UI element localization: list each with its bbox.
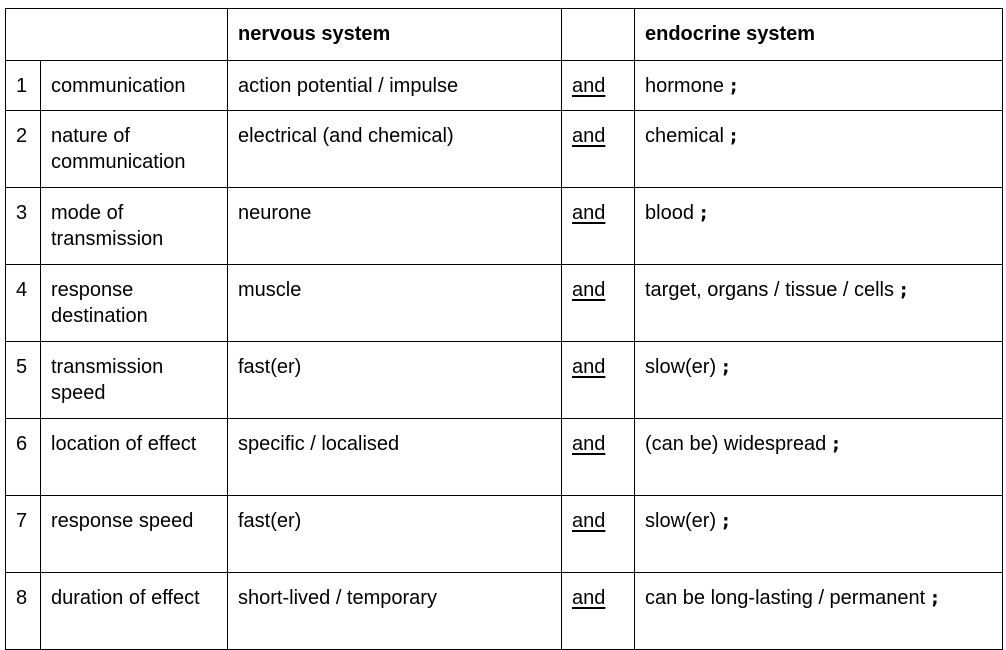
and-label: and [572,125,606,147]
feature-cell: communication [41,61,228,111]
and-cell [562,265,635,342]
and-label: and [572,433,606,455]
endocrine-cell [635,342,1003,419]
nervous-cell: short-lived / temporary [228,573,562,650]
nervous-cell: specific / localised [228,419,562,496]
table-row [6,111,1003,188]
and-cell [562,342,635,419]
endocrine-text: blood [645,202,694,224]
and-label: and [572,356,606,378]
and-label: and [572,75,606,97]
endocrine-text: target, organs / tissue / cells [645,279,895,301]
feature-cell: response destination [41,265,228,342]
header-and-blank-cell [562,9,635,61]
row-number: 8 [6,573,41,650]
mark-semicolon: ; [929,587,941,609]
endocrine-cell [635,61,1003,111]
row-number: 1 [6,61,41,111]
and-cell [562,496,635,573]
row-number: 7 [6,496,41,573]
and-cell [562,188,635,265]
nervous-cell: muscle [228,265,562,342]
endocrine-text: hormone [645,75,724,97]
endocrine-text: slow(er) [645,510,717,532]
endocrine-cell [635,111,1003,188]
endocrine-cell [635,496,1003,573]
feature-cell: nature of communication [41,111,228,188]
header-blank-cell [6,9,228,61]
row-number: 2 [6,111,41,188]
nervous-cell: electrical (and chemical) [228,111,562,188]
row-number: 5 [6,342,41,419]
nervous-cell: fast(er) [228,496,562,573]
mark-semicolon: ; [727,75,740,97]
header-nervous-system: nervous system [228,9,562,61]
endocrine-text: slow(er) [645,356,717,378]
row-number: 3 [6,188,41,265]
nervous-cell: neurone [228,188,562,265]
feature-cell: response speed [41,496,228,573]
endocrine-cell [635,419,1003,496]
feature-cell: mode of transmission [41,188,228,265]
and-cell [562,573,635,650]
table-row [6,188,1003,265]
mark-semicolon: ; [720,510,732,532]
table-header-row [6,9,1003,61]
and-cell [562,419,635,496]
table-row [6,419,1003,496]
and-cell [562,111,635,188]
comparison-table [5,8,1003,650]
table-row [6,342,1003,419]
and-cell [562,61,635,111]
and-label: and [572,587,606,609]
endocrine-text: chemical [645,125,724,147]
feature-cell: transmission speed [41,342,228,419]
and-label: and [572,279,606,301]
endocrine-cell [635,188,1003,265]
and-label: and [572,510,606,532]
header-endocrine-system: endocrine system [635,9,1003,61]
table-row [6,61,1003,111]
feature-cell: location of effect [41,419,228,496]
mark-semicolon: ; [830,433,842,455]
row-number: 4 [6,265,41,342]
table-row [6,265,1003,342]
nervous-cell: fast(er) [228,342,562,419]
table-row [6,496,1003,573]
endocrine-text: can be long-lasting / permanent [645,587,926,609]
mark-semicolon: ; [898,279,910,301]
endocrine-text: (can be) widespread [645,433,827,455]
row-number: 6 [6,419,41,496]
endocrine-cell [635,265,1003,342]
endocrine-cell [635,573,1003,650]
mark-semicolon: ; [697,202,710,224]
nervous-cell: action potential / impulse [228,61,562,111]
table-row [6,573,1003,650]
and-label: and [572,202,606,224]
feature-cell: duration of effect [41,573,228,650]
mark-semicolon: ; [720,356,732,378]
mark-semicolon: ; [727,125,740,147]
